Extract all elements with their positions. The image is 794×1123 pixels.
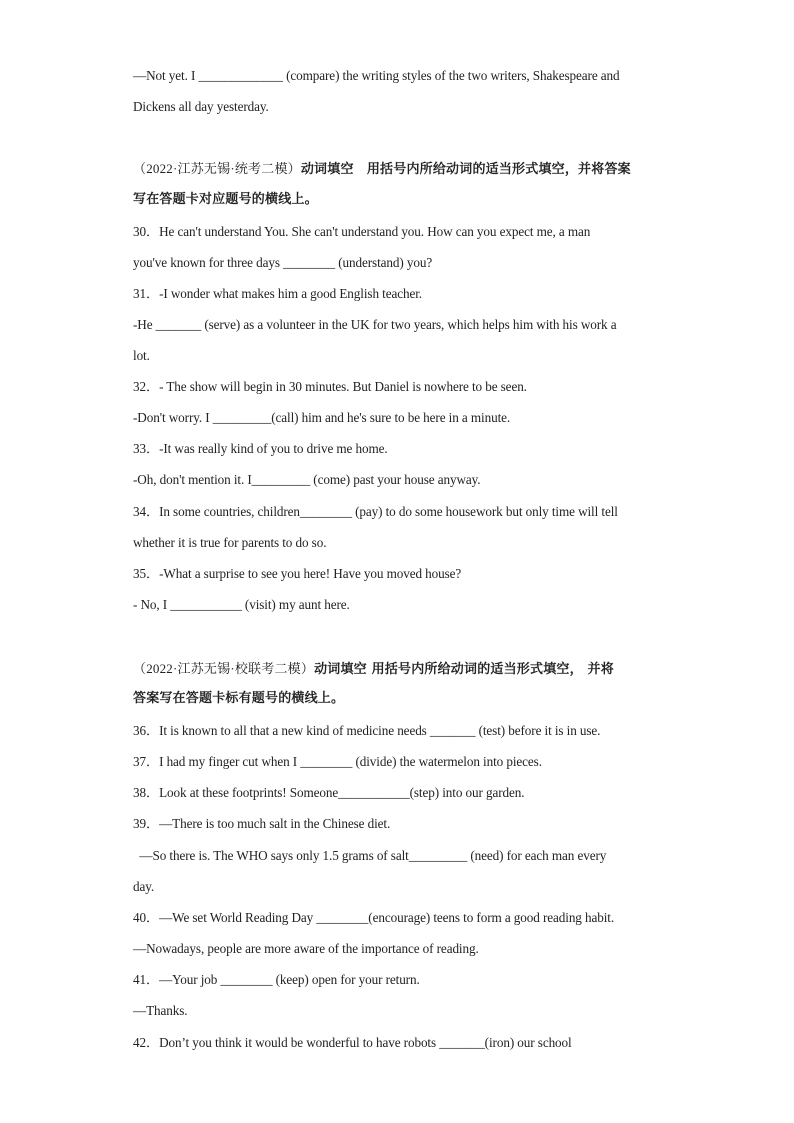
heading-source: （2022·江苏无锡·统考二模） [133,161,301,176]
heading-source: （2022·江苏无锡·校联考二模） [133,661,315,676]
question-33: 33．-It was really kind of you to drive me home. [133,441,388,456]
question-40: 40．—We set World Reading Day ________(encourage) teens to form a good reading habit. [133,910,615,925]
text-line: you've known for three days ________ (understand) you? [133,255,433,270]
text-line: day. [133,879,155,894]
question-30: 30．He can't understand You. She can't understand you. How can you expect me, a man [133,224,591,239]
text-line: - No, I ___________ (visit) my aunt here. [133,597,350,612]
text-line: —So there is. The WHO says only 1.5 grams of salt_________ (need) for each man every [133,848,607,863]
text-line: lot. [133,348,150,363]
heading-instruction-cont: 答案写在答题卡标有题号的横线上。 [133,691,345,706]
text-line: whether it is true for parents to do so. [133,535,327,550]
question-31: 31．-I wonder what makes him a good English teacher. [133,286,422,301]
text-line: -He _______ (serve) as a volunteer in the UK for two years, which helps him with his work a [133,317,617,332]
text-line: -Don't worry. I _________(call) him and he's sure to be here in a minute. [133,410,511,425]
text-line: -Oh, don't mention it. I_________ (come) past your house anyway. [133,472,481,487]
question-38: 38．Look at these footprints! Someone___________(step) into our garden. [133,785,525,800]
section-heading [133,160,663,179]
question-41: 41．—Your job ________ (keep) open for your return. [133,972,420,987]
heading-instruction-cont: 写在答题卡对应题号的横线上。 [133,192,318,207]
question-42: 42．Don’t you think it would be wonderful to have robots _______(iron) our school [133,1035,572,1050]
text-line: —Nowadays, people are more aware of the importance of reading. [133,941,479,956]
question-37: 37．I had my finger cut when I ________ (divide) the watermelon into pieces. [133,754,542,769]
text-line: —Thanks. [133,1003,188,1018]
heading-instruction: 动词填空 用括号内所给动词的适当形式填空， 并将 [314,662,614,677]
question-39: 39．—There is too much salt in the Chinese diet. [133,816,391,831]
section-heading [133,660,663,679]
heading-instruction: 动词填空 用括号内所给动词的适当形式填空，并将答案 [300,162,631,177]
question-32: 32．- The show will begin in 30 minutes. But Daniel is nowhere to be seen. [133,379,527,394]
question-36: 36．It is known to all that a new kind of medicine needs _______ (test) before it is in use. [133,723,601,738]
text-line: —Not yet. I _____________ (compare) the writing styles of the two writers, Shakespeare and [133,68,620,83]
question-35: 35．-What a surprise to see you here! Have you moved house? [133,566,462,581]
question-34: 34．In some countries, children________ (pay) to do some housework but only time will tell [133,504,618,519]
text-line: Dickens all day yesterday. [133,99,269,114]
